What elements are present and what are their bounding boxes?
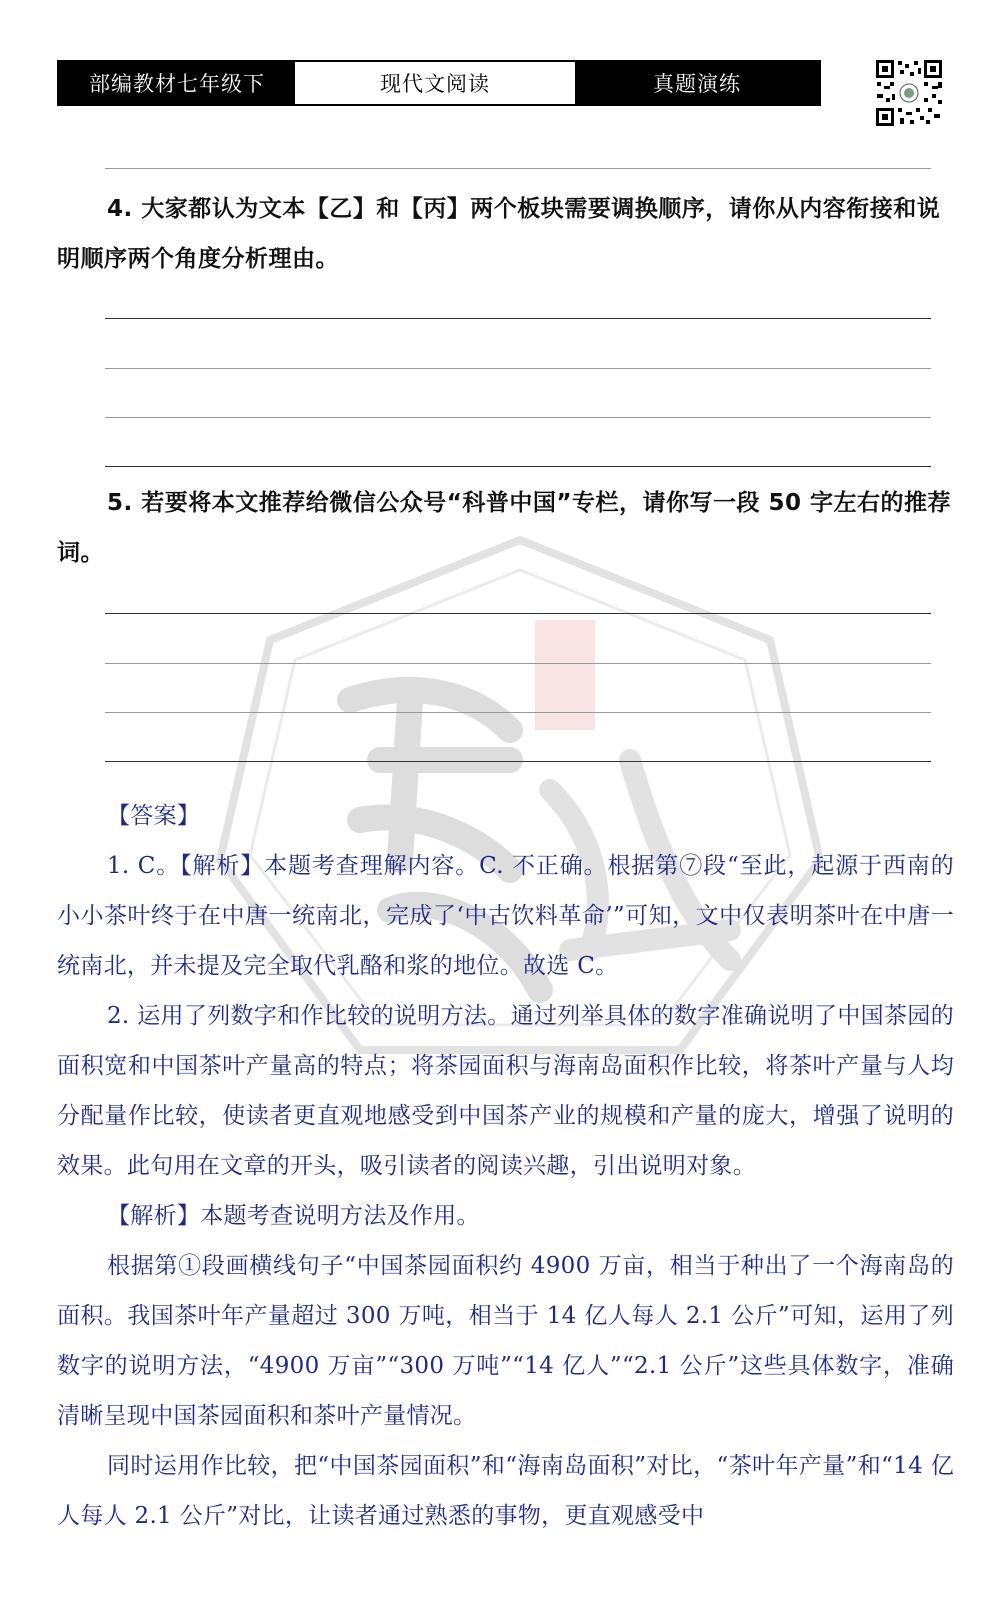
answer-section: [57, 791, 954, 1541]
header-practice: 真题演练: [575, 62, 819, 104]
header-grade: 部编教材七年级下: [59, 62, 295, 104]
question-4: 4. 大家都认为文本【乙】和【丙】两个板块需要调换顺序，请你从内容衔接和说明顺序两个角度分析理由。: [57, 196, 941, 272]
analysis-paragraph-1: 根据第①段画横线句子“中国茶园面积约 4900 万亩，相当于种出了一个海南岛的面积。我国茶叶年产量超过 300 万吨，相当于 14 亿人每人 2.1 公斤”可知，运用了列数字的说明方法，“4900 万亩”“300 万吨”“14 亿人”“2.1 公斤”这些具体数字，准确清晰呈现中国茶园面积和茶叶产量情况。: [57, 1253, 954, 1429]
header-bar: [57, 60, 821, 106]
analysis-heading: 【解析】本题考查说明方法及作用。: [107, 1203, 480, 1229]
answer-1: 1. C。【解析】本题考查理解内容。C. 不正确。根据第⑦段“至此，起源于西南的小小茶叶终于在中唐一统南北，完成了‘中古饮料革命’”可知，文中仅表明茶叶在中唐一统南北，并未提及完全取代乳酪和浆的地位。故选 C。: [57, 853, 954, 979]
question-5: 5. 若要将本文推荐给微信公众号“科普中国”专栏，请你写一段 50 字左右的推荐词。: [57, 490, 952, 566]
answer-heading: 【答案】: [107, 803, 201, 829]
answer-line: [105, 168, 931, 169]
answer-line[interactable]: [105, 712, 931, 713]
answer-line[interactable]: [105, 368, 931, 369]
analysis-paragraph-2: 同时运用作比较，把“中国茶园面积”和“海南岛面积”对比，“茶叶年产量”和“14 亿人每人 2.1 公斤”对比，让读者通过熟悉的事物，更直观感受中: [57, 1453, 954, 1529]
answer-line[interactable]: [105, 613, 931, 614]
answer-line[interactable]: [105, 318, 931, 319]
answer-line[interactable]: [105, 663, 931, 664]
header-subject: 现代文阅读: [295, 62, 575, 104]
answer-line[interactable]: [105, 761, 931, 762]
answer-2: 2. 运用了列数字和作比较的说明方法。通过列举具体的数字准确说明了中国茶园的面积宽和中国茶叶产量高的特点；将茶园面积与海南岛面积作比较，将茶叶产量与人均分配量作比较，使读者更直观地感受到中国茶产业的规模和产量的庞大，增强了说明的效果。此句用在文章的开头，吸引读者的阅读兴趣，引出说明对象。: [57, 1003, 954, 1179]
answer-line[interactable]: [105, 417, 931, 418]
qr-code-icon[interactable]: [874, 58, 944, 128]
answer-line[interactable]: [105, 466, 931, 467]
